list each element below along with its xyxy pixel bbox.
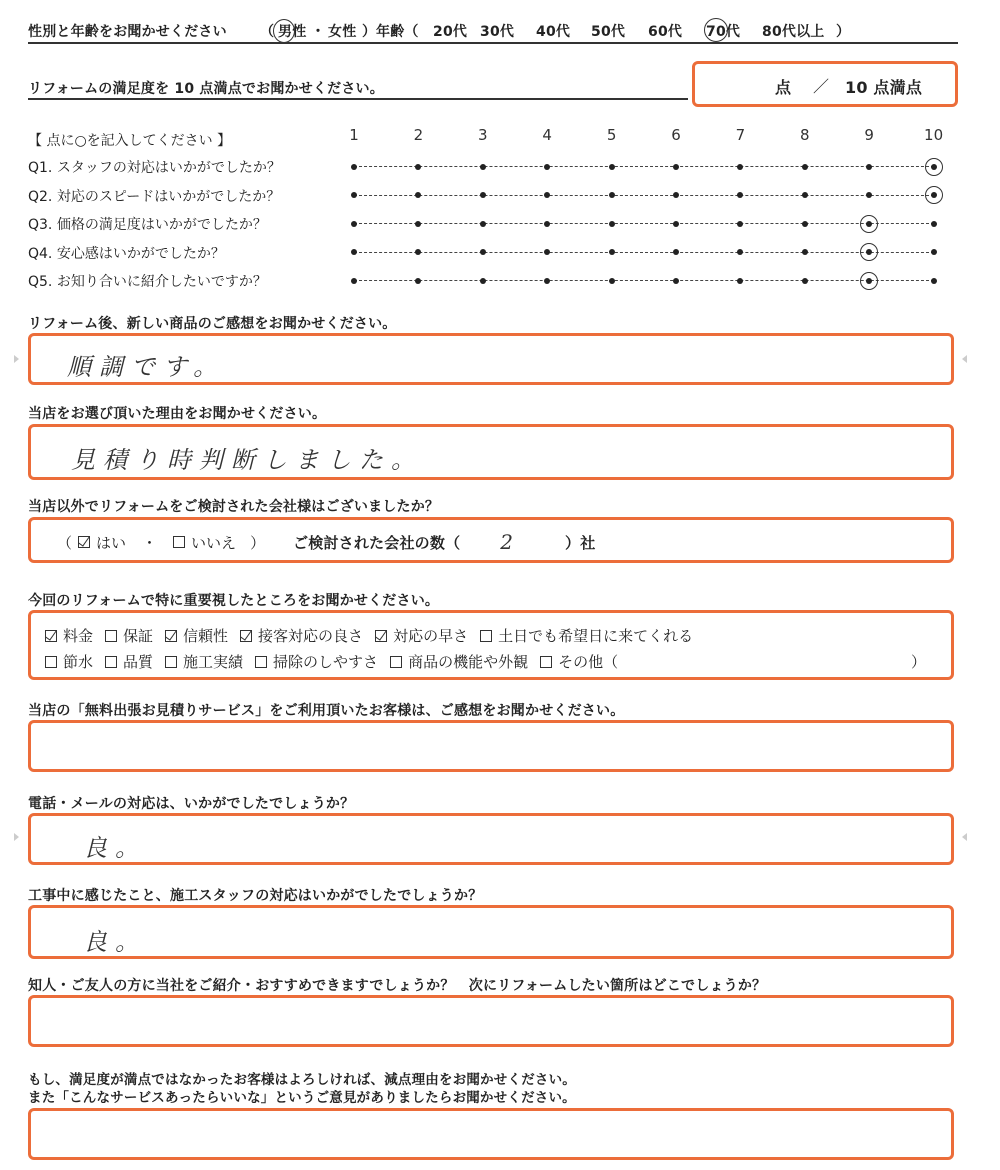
rating-point-q1-1[interactable] bbox=[351, 164, 357, 170]
priority-option[interactable] bbox=[105, 651, 153, 672]
checkbox[interactable] bbox=[255, 656, 267, 668]
reason-question: 当店をお選び頂いた理由をお聞かせください。 bbox=[28, 406, 327, 422]
age-close-paren: ） bbox=[836, 24, 851, 40]
satisfaction-prompt: リフォームの満足度を 10 点満点でお聞かせください。 bbox=[28, 81, 384, 97]
rating-point-q5-5[interactable] bbox=[609, 278, 615, 284]
gender-close-paren: ） bbox=[362, 24, 377, 40]
rating-point-q2-1[interactable] bbox=[351, 192, 357, 198]
construction-answer-box[interactable] bbox=[28, 905, 954, 959]
checkbox[interactable] bbox=[105, 630, 117, 642]
age-label: 年齢（ bbox=[376, 24, 419, 40]
age-option-60[interactable]: 60代 bbox=[648, 24, 683, 40]
priority-label: 料金 bbox=[63, 627, 94, 645]
reason-answer: 見積り時判断しました。 bbox=[71, 446, 423, 474]
priority-label: 掃除のしやすさ bbox=[273, 653, 379, 671]
age-option-20[interactable]: 20代 bbox=[433, 24, 468, 40]
scale-number-6: 6 bbox=[671, 126, 681, 144]
company-count-label: ご検討された会社の数（ bbox=[293, 533, 461, 552]
priority-option[interactable] bbox=[540, 651, 618, 672]
gender-age-prompt: 性別と年齢をお聞かせください bbox=[28, 24, 227, 40]
rating-question-5: Q5. お知り合いに紹介したいですか？ bbox=[28, 274, 267, 290]
rating-question-1: Q1. スタッフの対応はいかがでしたか？ bbox=[28, 160, 281, 176]
rating-point-q3-5[interactable] bbox=[609, 221, 615, 227]
checked-checkbox[interactable] bbox=[165, 630, 177, 642]
age-option-80-plus[interactable]: 80代以上 bbox=[762, 24, 825, 40]
gender-option-female[interactable]: 女性 bbox=[328, 24, 357, 40]
other-companies-question: 当店以外でリフォームをご検討された会社様はございましたか？ bbox=[28, 499, 440, 515]
construction-question: 工事中に感じたこと、施工スタッフの対応はいかがでしたでしょうか？ bbox=[28, 888, 483, 904]
referral-question: 知人・ご友人の方に当社をご紹介・おすすめできますでしょうか？ 次にリフォームしたい箇所はどこでしょうか？ bbox=[28, 978, 767, 994]
rating-point-q2-4[interactable] bbox=[544, 192, 550, 198]
no-checkbox[interactable] bbox=[173, 536, 185, 548]
rating-point-q5-1[interactable] bbox=[351, 278, 357, 284]
priority-label: 節水 bbox=[63, 653, 94, 671]
rating-point-q3-3[interactable] bbox=[480, 221, 486, 227]
rating-point-q4-10[interactable] bbox=[931, 249, 937, 255]
score-separator: ／ bbox=[813, 77, 830, 96]
scale-number-5: 5 bbox=[606, 126, 617, 144]
scan-marker-left bbox=[14, 355, 19, 363]
rating-point-q1-9[interactable] bbox=[866, 164, 872, 170]
rating-point-q5-4[interactable] bbox=[544, 278, 550, 284]
scale-number-7: 7 bbox=[735, 126, 746, 144]
rating-point-q1-8[interactable] bbox=[802, 164, 808, 170]
rating-point-q2-2[interactable] bbox=[415, 192, 421, 198]
priority-label: その他（ bbox=[558, 653, 619, 671]
rating-point-q3-10[interactable] bbox=[931, 221, 937, 227]
priority-option[interactable] bbox=[375, 625, 468, 646]
reason-answer-box[interactable] bbox=[28, 424, 954, 480]
close-paren: ） bbox=[250, 533, 266, 552]
scale-number-3: 3 bbox=[478, 126, 488, 144]
age-option-70[interactable]: 70代 bbox=[706, 24, 741, 40]
rating-point-q5-6[interactable] bbox=[673, 278, 679, 284]
dot-separator: ・ bbox=[142, 533, 158, 552]
rating-point-q4-8[interactable] bbox=[802, 249, 808, 255]
construction-answer: 良。 bbox=[83, 928, 147, 956]
rating-point-q3-8[interactable] bbox=[802, 221, 808, 227]
score-max: 10 点満点 bbox=[845, 78, 923, 97]
rating-line-5 bbox=[354, 280, 934, 281]
rating-question-3: Q3. 価格の満足度はいかがでしたか？ bbox=[28, 217, 267, 233]
priority-label: 土日でも希望日に来てくれる bbox=[498, 627, 694, 645]
priority-option[interactable] bbox=[165, 625, 228, 646]
priority-label: 品質 bbox=[123, 653, 154, 671]
priority-option[interactable] bbox=[255, 651, 378, 672]
priority-label: 信頼性 bbox=[183, 627, 229, 645]
rating-point-q1-6[interactable] bbox=[673, 164, 679, 170]
checked-checkbox[interactable] bbox=[240, 630, 252, 642]
rating-line-4 bbox=[354, 252, 934, 253]
priorities-box bbox=[28, 610, 954, 680]
rating-point-q4-1[interactable] bbox=[351, 249, 357, 255]
selected-circle-q1 bbox=[925, 158, 943, 176]
rating-scale bbox=[0, 126, 1000, 148]
scan-marker-right bbox=[962, 355, 967, 363]
rating-point-q4-6[interactable] bbox=[673, 249, 679, 255]
checkbox[interactable] bbox=[165, 656, 177, 668]
rating-point-q2-7[interactable] bbox=[737, 192, 743, 198]
rating-point-q5-2[interactable] bbox=[415, 278, 421, 284]
checkbox[interactable] bbox=[45, 656, 57, 668]
priority-option[interactable] bbox=[45, 625, 93, 646]
rating-line-2 bbox=[354, 195, 934, 196]
priority-option[interactable] bbox=[390, 651, 528, 672]
checkbox[interactable] bbox=[390, 656, 402, 668]
rating-point-q2-8[interactable] bbox=[802, 192, 808, 198]
priorities-row-2 bbox=[45, 651, 630, 672]
priority-label: 接客対応の良さ bbox=[258, 627, 364, 645]
gender-option-male[interactable]: 男性 bbox=[278, 24, 307, 40]
rating-point-q2-9[interactable] bbox=[866, 192, 872, 198]
deduction-question-line-2: また「こんなサービスあったらいいな」というご意見がありましたらお聞かせください。 bbox=[28, 1090, 576, 1106]
rating-point-q1-5[interactable] bbox=[609, 164, 615, 170]
free-estimate-answer-box[interactable] bbox=[28, 720, 954, 772]
new-product-answer-box[interactable] bbox=[28, 333, 954, 385]
priorities-row-1 bbox=[45, 625, 705, 646]
score-input-box[interactable] bbox=[692, 61, 958, 107]
checkbox[interactable] bbox=[105, 656, 117, 668]
rating-point-q3-2[interactable] bbox=[415, 221, 421, 227]
rating-point-q2-5[interactable] bbox=[609, 192, 615, 198]
scan-marker-left-2 bbox=[14, 833, 19, 841]
rating-line-3 bbox=[354, 223, 934, 224]
satisfaction-underline bbox=[28, 98, 688, 100]
rating-line-1 bbox=[354, 166, 934, 167]
rating-point-q3-7[interactable] bbox=[737, 221, 743, 227]
gender-separator: ・ bbox=[311, 24, 326, 40]
rating-point-q1-4[interactable] bbox=[544, 164, 550, 170]
rating-point-q4-3[interactable] bbox=[480, 249, 486, 255]
phone-mail-question: 電話・メールの対応は、いかがでしたでしょうか？ bbox=[28, 796, 355, 812]
age-option-30[interactable]: 30代 bbox=[480, 24, 515, 40]
yes-label: はい bbox=[96, 533, 127, 552]
other-companies-row bbox=[57, 530, 595, 554]
checked-checkbox[interactable] bbox=[375, 630, 387, 642]
rating-point-q2-6[interactable] bbox=[673, 192, 679, 198]
rating-point-q5-10[interactable] bbox=[931, 278, 937, 284]
rating-point-q5-3[interactable] bbox=[480, 278, 486, 284]
header-underline bbox=[28, 42, 958, 44]
selected-circle-q3 bbox=[860, 215, 878, 233]
selected-circle-q2 bbox=[925, 186, 943, 204]
gender-age-row bbox=[28, 18, 958, 44]
selection-circle-70 bbox=[704, 18, 728, 42]
rating-point-q3-6[interactable] bbox=[673, 221, 679, 227]
priority-option[interactable] bbox=[240, 625, 363, 646]
priority-label: 商品の機能や外観 bbox=[408, 653, 529, 671]
priority-option[interactable] bbox=[45, 651, 93, 672]
deduction-answer-box[interactable] bbox=[28, 1108, 954, 1160]
checkbox[interactable] bbox=[480, 630, 492, 642]
priority-option[interactable] bbox=[105, 625, 153, 646]
gender-open-paren: （ bbox=[260, 24, 275, 40]
selected-circle-q4 bbox=[860, 243, 878, 261]
rating-point-q3-1[interactable] bbox=[351, 221, 357, 227]
priority-option[interactable] bbox=[165, 651, 243, 672]
free-estimate-question: 当店の「無料出張お見積りサービス」をご利用頂いたお客様は、ご感想をお聞かせください。 bbox=[28, 703, 625, 719]
scale-number-4: 4 bbox=[542, 126, 552, 144]
open-paren: （ bbox=[57, 533, 73, 552]
rating-point-q3-4[interactable] bbox=[544, 221, 550, 227]
scale-number-1: 1 bbox=[349, 126, 359, 144]
checkbox[interactable] bbox=[540, 656, 552, 668]
priority-label: 施工実績 bbox=[183, 653, 244, 671]
score-unit: 点 bbox=[775, 78, 792, 97]
new-product-answer: 順調です。 bbox=[67, 353, 226, 381]
company-count-value[interactable]: 2 bbox=[500, 530, 522, 554]
priority-label: 保証 bbox=[123, 627, 154, 645]
phone-mail-answer-box[interactable] bbox=[28, 813, 954, 865]
rating-question-4: Q4. 安心感はいかがでしたか？ bbox=[28, 245, 225, 262]
scale-number-2: 2 bbox=[413, 126, 424, 144]
other-close-paren: ） bbox=[911, 653, 927, 671]
other-companies-box bbox=[28, 517, 954, 563]
rating-point-q4-7[interactable] bbox=[737, 249, 743, 255]
age-option-50[interactable]: 50代 bbox=[591, 24, 626, 40]
selected-circle-q5 bbox=[860, 272, 878, 290]
rating-point-q4-5[interactable] bbox=[609, 249, 615, 255]
scan-marker-right-2 bbox=[962, 833, 967, 841]
scale-number-8: 8 bbox=[800, 126, 810, 144]
referral-answer-box[interactable] bbox=[28, 995, 954, 1047]
new-product-question: リフォーム後、新しい商品のご感想をお聞かせください。 bbox=[28, 316, 397, 332]
rating-point-q4-4[interactable] bbox=[544, 249, 550, 255]
rating-point-q1-7[interactable] bbox=[737, 164, 743, 170]
priorities-question: 今回のリフォームで特に重要視したところをお聞かせください。 bbox=[28, 593, 440, 609]
rating-point-q5-7[interactable] bbox=[737, 278, 743, 284]
scale-number-9: 9 bbox=[864, 126, 874, 144]
yes-checkbox[interactable] bbox=[78, 536, 90, 548]
deduction-question-line-1: もし、満足度が満点ではなかったお客様はよろしければ、減点理由をお聞かせください。 bbox=[28, 1072, 576, 1088]
age-option-40[interactable]: 40代 bbox=[536, 24, 571, 40]
phone-mail-answer: 良。 bbox=[83, 834, 147, 862]
rating-point-q5-8[interactable] bbox=[802, 278, 808, 284]
rating-instruction: 【 点に○を記入してください 】 bbox=[28, 133, 232, 149]
checked-checkbox[interactable] bbox=[45, 630, 57, 642]
rating-questions bbox=[0, 150, 1000, 300]
priority-label: 対応の早さ bbox=[393, 627, 469, 645]
priority-option[interactable] bbox=[480, 625, 693, 646]
rating-point-q4-2[interactable] bbox=[415, 249, 421, 255]
rating-point-q1-2[interactable] bbox=[415, 164, 421, 170]
rating-point-q2-3[interactable] bbox=[480, 192, 486, 198]
rating-point-q1-3[interactable] bbox=[480, 164, 486, 170]
scale-number-10: 10 bbox=[924, 126, 944, 144]
company-count-suffix: ）社 bbox=[565, 533, 596, 552]
selection-circle-male bbox=[273, 19, 295, 43]
no-label: いいえ bbox=[191, 533, 237, 552]
rating-question-2: Q2. 対応のスピードはいかがでしたか？ bbox=[28, 188, 281, 205]
